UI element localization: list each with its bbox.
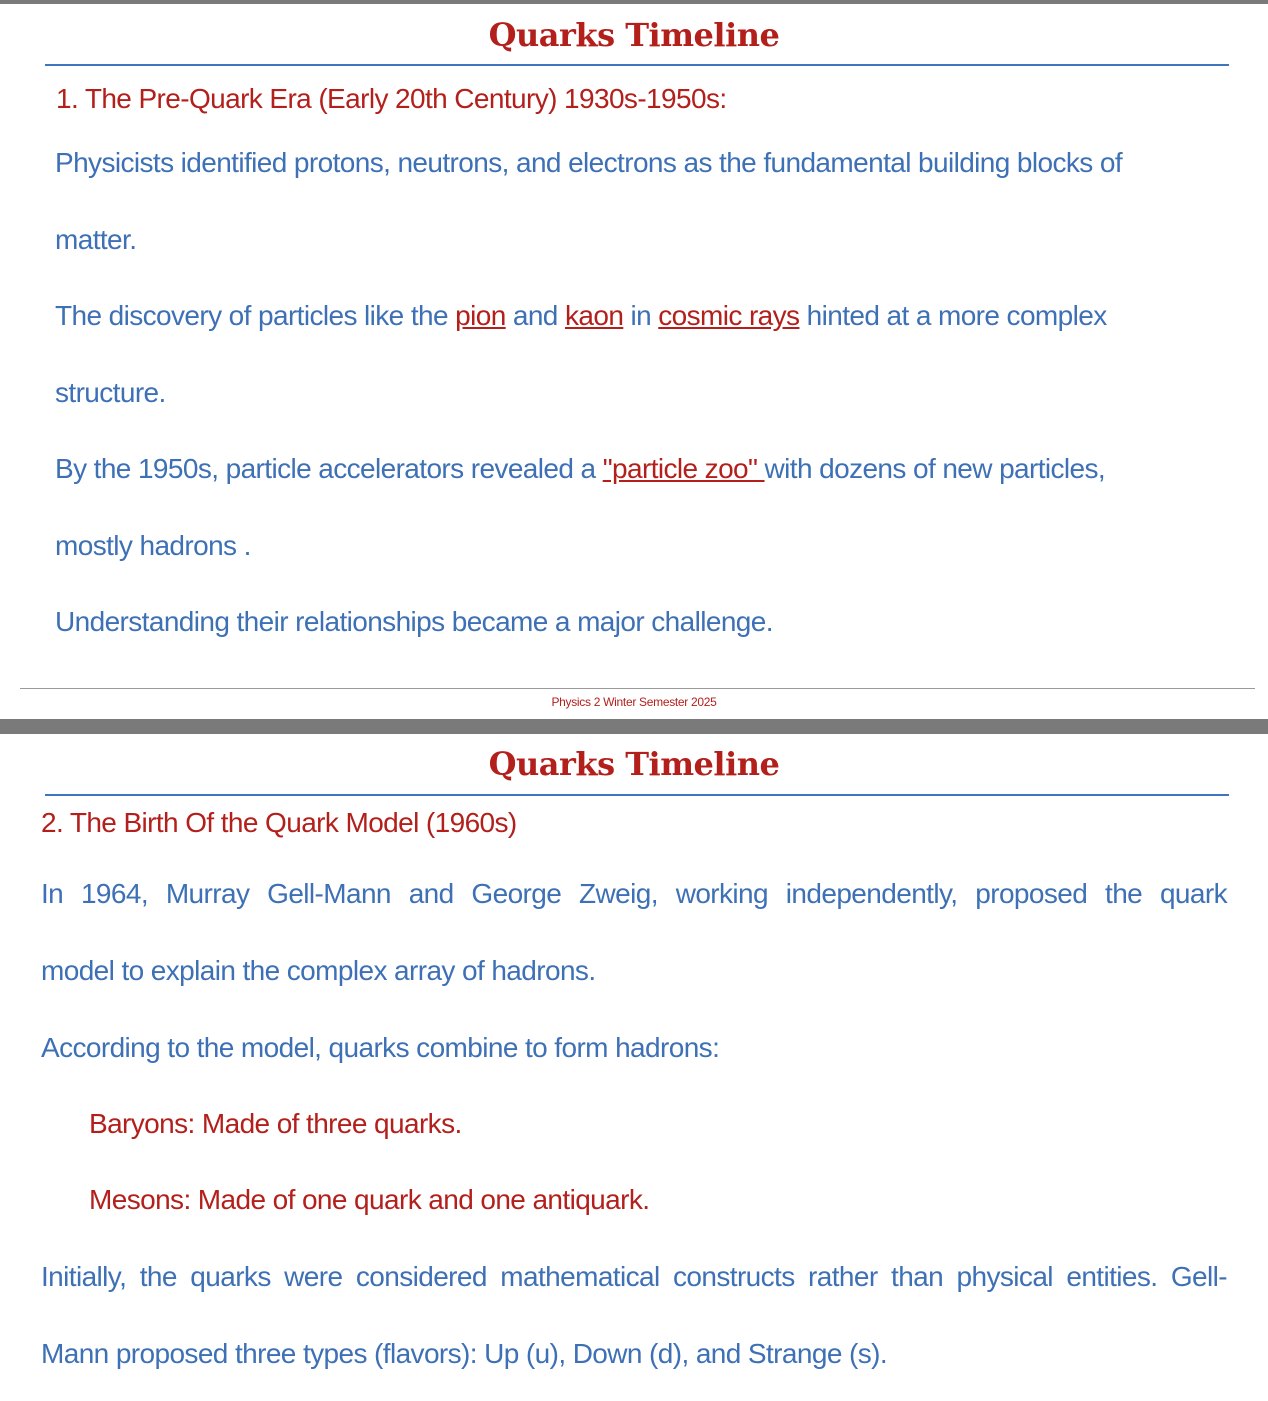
section-heading: 2. The Birth Of the Quark Model (1960s) (41, 807, 517, 838)
text-span: and (505, 300, 565, 331)
text-span: The discovery of particles like the (55, 300, 456, 331)
slide-footer: Physics 2 Winter Semester 2025 (551, 695, 717, 709)
list-item-mesons: Mesons: Made of one quark and one antiquark. (89, 1184, 650, 1215)
link-cosmic-rays[interactable]: cosmic rays (658, 300, 800, 331)
paragraph-line: Initially, the quarks were considered mathematical constructs rather than physical entities. Gell- (41, 1261, 1227, 1292)
paragraph-line: Understanding their relationships became a major challenge. (55, 606, 773, 637)
paragraph-line: According to the model, quarks combine to form hadrons: (41, 1032, 720, 1063)
section-heading: 1. The Pre-Quark Era (Early 20th Century) 1930s-1950s: (56, 83, 727, 114)
paragraph-line (55, 453, 1105, 485)
text-span: By the 1950s, particle accelerators revealed a (55, 453, 603, 484)
title-divider (45, 794, 1229, 796)
footer-divider (20, 688, 1255, 689)
text-span: hinted at a more complex (799, 300, 1107, 331)
slide-title: Quarks Timeline (488, 745, 780, 783)
slide-title: Quarks Timeline (488, 16, 780, 54)
link-particle-zoo[interactable]: "particle zoo" (602, 453, 765, 484)
title-divider (45, 64, 1229, 66)
paragraph-line (55, 300, 1107, 332)
text-span: with dozens of new particles, (764, 453, 1106, 484)
paragraph-line: Mann proposed three types (flavors): Up (u), Down (d), and Strange (s). (41, 1338, 888, 1369)
paragraph-line: mostly hadrons . (55, 530, 251, 561)
paragraph-line: model to explain the complex array of hadrons. (41, 955, 596, 986)
slide-1 (0, 4, 1268, 719)
paragraph-line: In 1964, Murray Gell-Mann and George Zweig, working independently, proposed the quark (41, 878, 1227, 909)
slide-2 (0, 734, 1268, 1401)
link-kaon[interactable]: kaon (564, 300, 624, 331)
text-span: in (623, 300, 659, 331)
paragraph-line: matter. (55, 224, 137, 255)
paragraph-line: structure. (55, 377, 166, 408)
list-item-baryons: Baryons: Made of three quarks. (89, 1108, 462, 1139)
paragraph-line: Physicists identified protons, neutrons, and electrons as the fundamental building blocks of (55, 147, 1123, 178)
link-pion[interactable]: pion (455, 300, 506, 331)
